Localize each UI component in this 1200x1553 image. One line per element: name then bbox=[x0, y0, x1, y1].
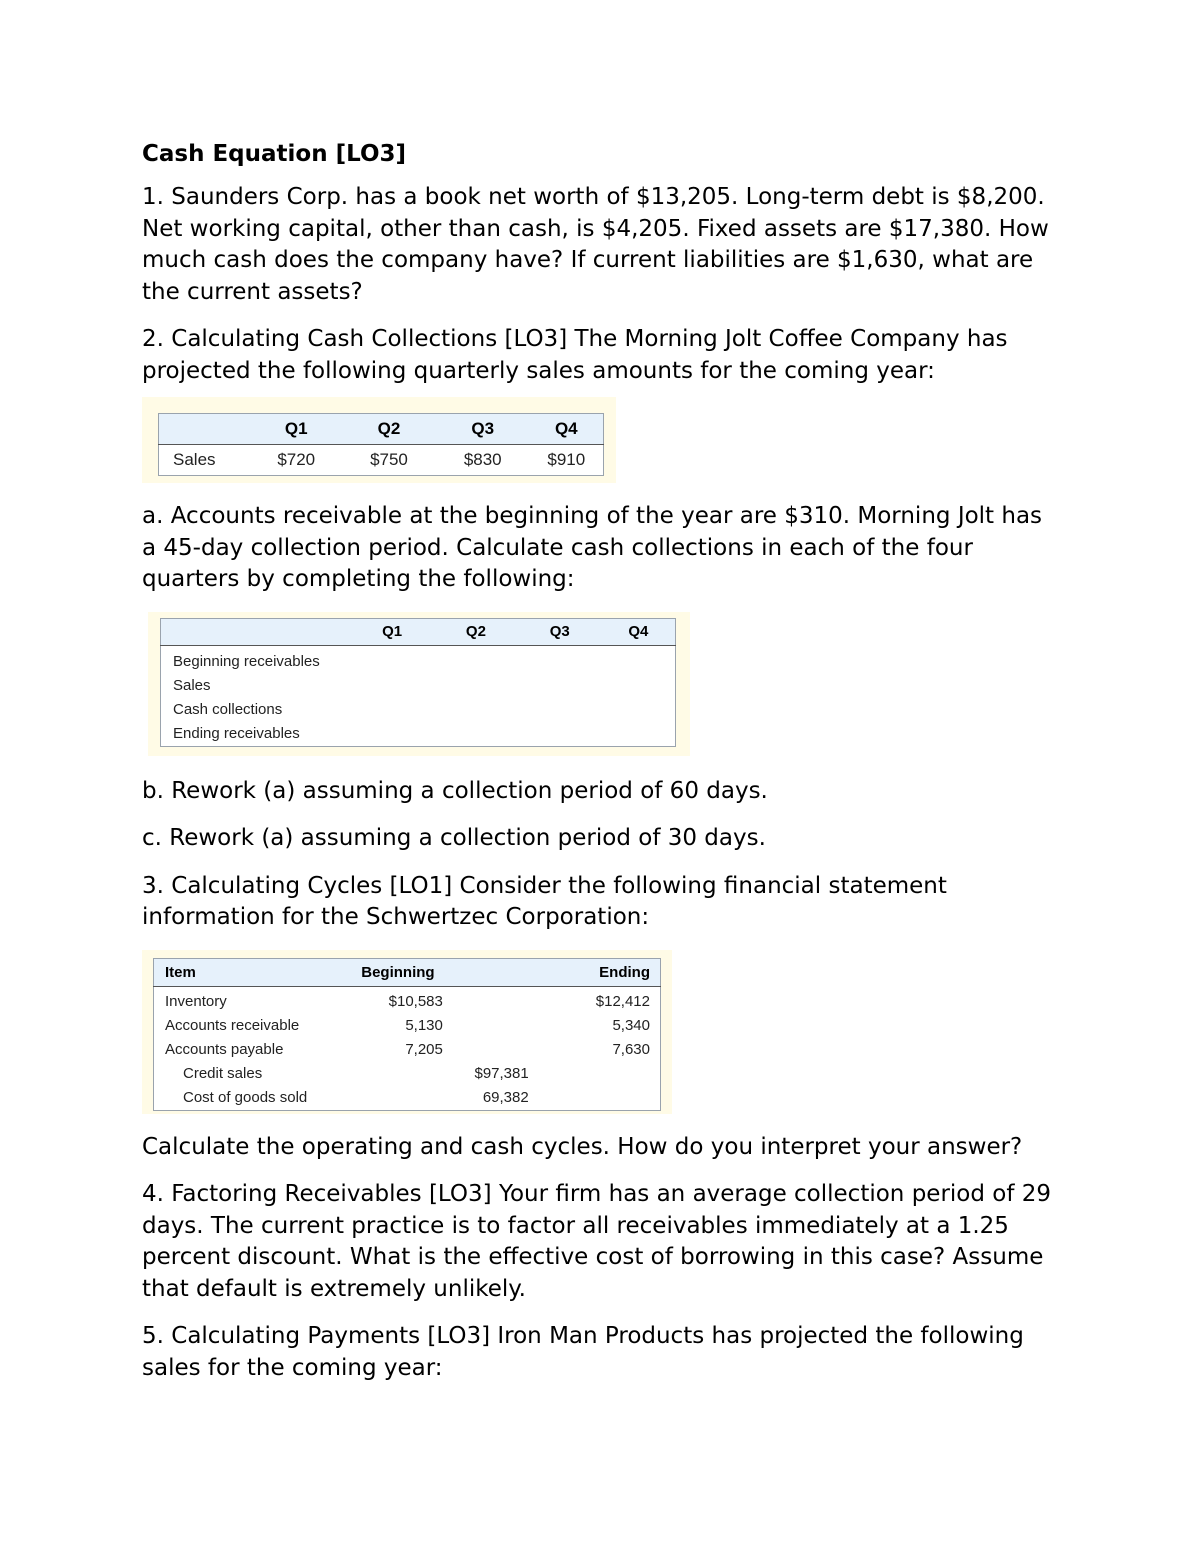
column-header: Q2 bbox=[342, 414, 436, 445]
beginning-value bbox=[353, 1062, 443, 1086]
beginning-value: 7,205 bbox=[405, 1041, 443, 1058]
column-header: Q1 bbox=[350, 618, 434, 645]
beginning-value bbox=[353, 1086, 443, 1111]
problem-5-text: 5. Calculating Payments [LO3] Iron Man Products has projected the following sales for the coming year: bbox=[142, 1323, 1024, 1381]
table-cell: $830 bbox=[463, 450, 502, 469]
column-header bbox=[161, 618, 351, 645]
financial-statement-table bbox=[153, 958, 661, 1111]
row-label: Sales bbox=[173, 677, 211, 694]
ending-value: $12,412 bbox=[595, 993, 650, 1010]
problem-4-text: 4. Factoring Receivables [LO3] Your firm has an average collection period of 29 days. The current practice is to factor all receivables immediately at a 1.25 percent discount. What is the effective cost of borrowing in this case? Assume that default is extremely unlikely. bbox=[142, 1181, 1052, 1302]
table-row bbox=[161, 698, 676, 722]
column-header: Q1 bbox=[250, 414, 342, 445]
mid-value: $97,381 bbox=[474, 1065, 529, 1082]
quarterly-sales-table-figure bbox=[142, 397, 616, 483]
column-header bbox=[443, 958, 543, 986]
row-label: Sales bbox=[173, 450, 216, 469]
column-header: Q4 bbox=[602, 618, 676, 645]
table-row bbox=[154, 1038, 661, 1062]
table-header-row bbox=[154, 958, 661, 986]
problem-2c-text: c. Rework (a) assuming a collection period of 30 days. bbox=[142, 825, 766, 851]
financial-statement-table-figure bbox=[142, 950, 672, 1114]
problem-2-text: 2. Calculating Cash Collections [LO3] The Morning Jolt Coffee Company has projected the following quarterly sales amounts for the coming year: bbox=[142, 326, 1008, 384]
table-row bbox=[154, 1062, 661, 1086]
table-row bbox=[154, 1086, 661, 1111]
quarterly-sales-table bbox=[158, 413, 604, 476]
cash-collections-table-figure bbox=[148, 612, 690, 756]
mid-value bbox=[443, 986, 543, 1014]
mid-value: 69,382 bbox=[482, 1089, 529, 1106]
ending-value bbox=[543, 1086, 661, 1111]
document-content bbox=[142, 138, 1062, 1400]
mid-value bbox=[443, 1038, 543, 1062]
beginning-value: 5,130 bbox=[405, 1017, 443, 1034]
column-header bbox=[159, 414, 251, 445]
row-label: Ending receivables bbox=[173, 725, 300, 742]
table-row bbox=[161, 722, 676, 747]
column-header: Item bbox=[154, 958, 353, 986]
table-cell: $720 bbox=[277, 450, 316, 469]
column-header: Q3 bbox=[518, 618, 602, 645]
row-label: Beginning receivables bbox=[173, 653, 320, 670]
column-header: Beginning bbox=[353, 958, 443, 986]
row-label: Accounts receivable bbox=[165, 1017, 300, 1034]
problem-3-question: Calculate the operating and cash cycles. How do you interpret your answer? bbox=[142, 1133, 1023, 1160]
cash-collections-table bbox=[160, 618, 676, 747]
section-heading: Cash Equation [LO3] bbox=[142, 141, 407, 167]
mid-value bbox=[443, 1014, 543, 1038]
table-row bbox=[159, 445, 604, 476]
problem-1-text: 1. Saunders Corp. has a book net worth of $13,205. Long-term debt is $8,200. Net working capital, other than cash, is $4,205. Fixed assets are $17,380. How much cash does the company have? If current liabilities are $1,630, what are the current assets? bbox=[142, 184, 1049, 305]
table-header-row bbox=[159, 414, 604, 445]
ending-value: 7,630 bbox=[612, 1041, 650, 1058]
row-label: Accounts payable bbox=[165, 1041, 284, 1058]
table-cell: $910 bbox=[547, 450, 586, 469]
table-row bbox=[161, 674, 676, 698]
row-label: Cost of goods sold bbox=[183, 1089, 308, 1106]
beginning-value: $10,583 bbox=[388, 993, 443, 1010]
table-row bbox=[154, 1014, 661, 1038]
table-cell: $750 bbox=[370, 450, 408, 469]
column-header: Q4 bbox=[530, 414, 604, 445]
row-label: Inventory bbox=[165, 993, 227, 1010]
row-label: Cash collections bbox=[173, 701, 283, 718]
table-row bbox=[154, 986, 661, 1014]
ending-value bbox=[543, 1062, 661, 1086]
problem-2b-text: b. Rework (a) assuming a collection period of 60 days. bbox=[142, 777, 768, 804]
problem-2a-text: a. Accounts receivable at the beginning of the year are $310. Morning Jolt has a 45-day collection period. Calculate cash collections in each of the four quarters by completing the following: bbox=[142, 503, 1043, 592]
row-label: Credit sales bbox=[183, 1065, 263, 1082]
table-row bbox=[161, 645, 676, 674]
problem-3-text: 3. Calculating Cycles [LO1] Consider the following financial statement information for the Schwertzec Corporation: bbox=[142, 872, 947, 930]
column-header: Ending bbox=[543, 958, 661, 986]
table-header-row bbox=[161, 618, 676, 645]
ending-value: 5,340 bbox=[612, 1017, 650, 1034]
column-header: Q3 bbox=[436, 414, 530, 445]
column-header: Q2 bbox=[434, 618, 518, 645]
